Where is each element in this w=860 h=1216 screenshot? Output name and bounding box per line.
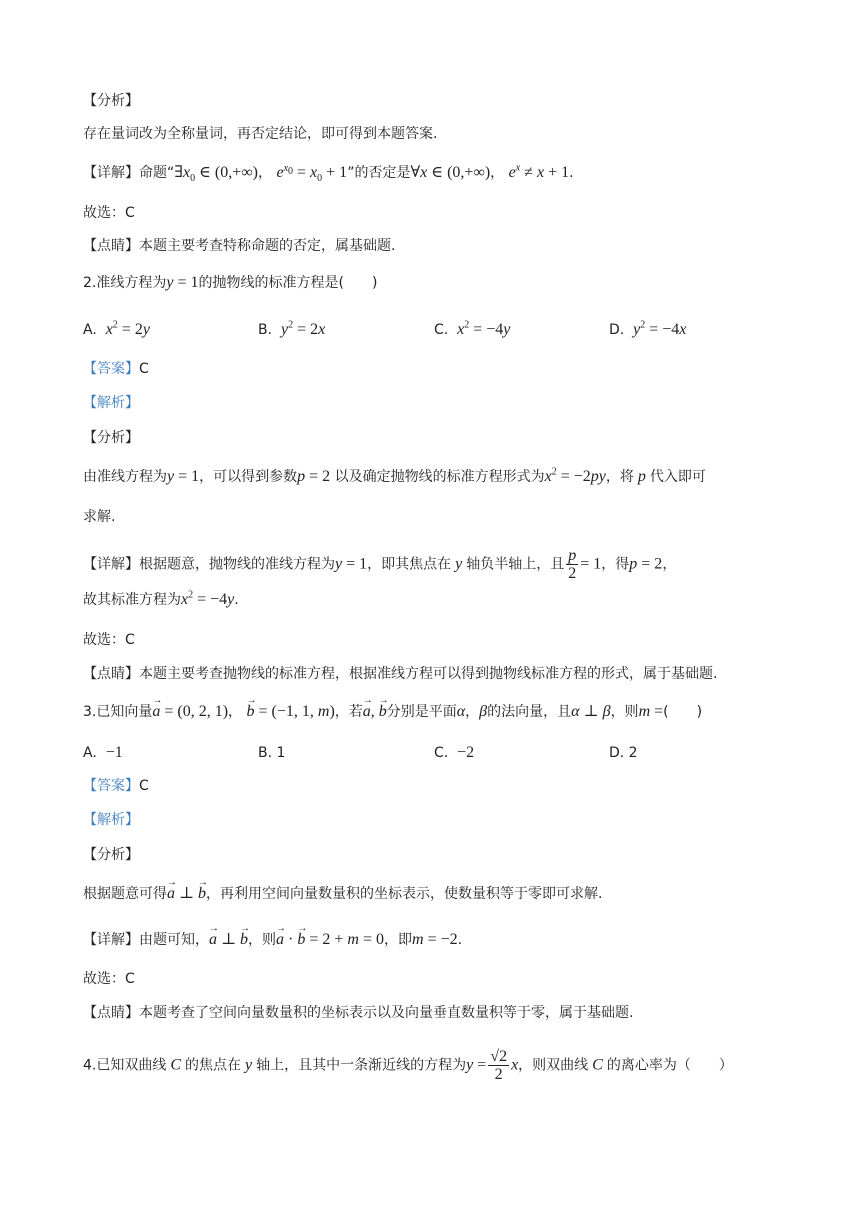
q4-stem-text: 4.已知双曲线 [83, 1057, 167, 1074]
q3-analysis-p1: 根据题意可得 [83, 886, 167, 902]
q1-detail: 【详解】命题“$\exists x_0$ ∈ (0,+∞)， $e^{x_0} = x_0 + 1$”的否定是∀x ∈ (0,+∞)， $e^x \ne x + 1$. [83, 162, 574, 185]
q3-detail-p1: 由题可知， [139, 932, 209, 948]
q2-solution-tag: 【解析】 [83, 395, 139, 411]
q2-stem-tail: 的抛物线的标准方程是( ) [198, 275, 378, 291]
q3-stem: 3.已知向量→ a = (0, 2, 1)， → b = (−1, 1, m)，若→ a, → b分别是平面α，β的法向量，且α ⊥ β，则m =( ) [83, 702, 702, 722]
q2-analysis-p4: ，将 [605, 469, 634, 485]
q3-choice: 故选：C [83, 971, 135, 987]
q2-detail-tag: 【详解】 [83, 556, 139, 573]
q3-detail-p3: ，即 [384, 932, 413, 948]
q3-comment-tag: 【点睛】 [83, 1005, 139, 1021]
q2-analysis-tag: 【分析】 [83, 430, 139, 446]
q3-option-a-label: A. [83, 745, 97, 761]
q2-analysis-p2: ，可以得到参数 [199, 469, 298, 485]
q3-detail: 【详解】由题可知，→ a ⊥ → b，则→ a · → b = 2 + m = 0，即m = −2. [83, 930, 462, 950]
q2-option-c-label: C. [434, 322, 449, 338]
q2-option-d-label: D. [609, 322, 625, 338]
q4-fraction: $\frac{√2}{2}$ [490, 1048, 508, 1083]
q3-analysis: 根据题意可得→ a ⊥ → b，再利用空间向量数量积的坐标表示，使数量积等于零即可求解. [83, 884, 603, 904]
q3-option-d: D. 2 [609, 745, 638, 761]
q3-stem-text: 3.已知向量 [83, 704, 153, 720]
q3-answer-tag: 【答案】 [83, 778, 139, 794]
q3-stem-p3: 分别是平面 [386, 704, 457, 720]
q3-stem-p5: ，则 [610, 704, 639, 720]
q2-choice: 故选：C [83, 632, 135, 648]
q2-detail-end: 故其标准方程为$x^2 = -4y$. [83, 589, 239, 608]
q3-detail-p2: ，则 [248, 932, 277, 948]
q2-option-b-label: B. [258, 322, 273, 338]
q1-comment-tag: 【点睛】 [83, 238, 139, 254]
q3-answer-value: C [139, 778, 149, 794]
q1-comment [83, 236, 395, 256]
q2-detail-p3: 轴负半轴上，且 [466, 556, 565, 573]
q2-analysis: 由准线方程为y = 1，可以得到参数p = 2 以及确定抛物线的标准方程形式为$x^2 = -2py$，将 p 代入即可 [83, 466, 706, 485]
q1-analysis-text: 存在量词改为全称量词，再否定结论，即可得到本题答案. [83, 126, 438, 142]
q2-stem: 2.准线方程为y = 1的抛物线的标准方程是( ) [83, 274, 378, 291]
q4-stem-p2: 的焦点在 [185, 1057, 242, 1074]
q2-option-c: C. $x^2 = -4y$ [434, 319, 511, 338]
q3-stem-p2: ，若 [334, 704, 363, 720]
q2-detail-p4: ，得 [601, 556, 630, 573]
q3-answer [83, 776, 149, 796]
q3-detail-tag: 【详解】 [83, 932, 139, 948]
q2-answer-tag: 【答案】 [83, 361, 139, 377]
q3-analysis-tag: 【分析】 [83, 847, 139, 863]
q2-detail-p5: ， [662, 556, 677, 573]
q2-stem-text: 2.准线方程为 [83, 275, 167, 291]
q1-formula-eq: $e^{x_0} = x_0 + 1$ [276, 162, 348, 185]
q2-comment [83, 664, 717, 684]
q3-stem-p6: ( ) [663, 704, 703, 720]
q1-choice: 故选：C [83, 205, 135, 221]
q1-detail-mid: ”的否定是 [347, 165, 411, 181]
q3-comment [83, 1003, 633, 1023]
q2-answer [83, 359, 149, 379]
q4-stem-p4: ，则双曲线 [518, 1057, 589, 1074]
q4-stem-p3: 轴上，且其中一条渐近线的方程为 [256, 1057, 467, 1074]
q2-option-d: D. $y^2 = -4x$ [609, 319, 687, 338]
q2-fraction: $\frac{p}{2}$ [568, 547, 577, 582]
q2-answer-value: C [139, 361, 149, 377]
q2-detail: 【详解】根据题意，抛物线的准线方程为y = 1，即其焦点在 y 轴负半轴上，且 $\frac{p}{2}$ = 1，得p = 2， [83, 547, 677, 582]
q3-option-a: A. −1 [83, 744, 123, 761]
q1-formula-exists: $\exists x_0$ ∈ (0,+∞) [174, 164, 258, 185]
q2-analysis-end: 求解. [83, 509, 116, 525]
q2-option-b: B. $y^2 = 2x$ [258, 319, 326, 338]
q2-analysis-p1: 由准线方程为 [83, 469, 167, 485]
q2-detail-p1: 根据题意，抛物线的准线方程为 [139, 556, 335, 573]
q3-option-c-label: C. [434, 745, 449, 761]
q2-option-a-label: A. [83, 322, 97, 338]
q2-comment-text: 本题主要考查抛物线的标准方程，根据准线方程可以得到抛物线标准方程的形式，属于基础题. [139, 666, 718, 682]
q1-detail-prefix: 命题“ [139, 165, 175, 181]
q3-analysis-p2: ，再利用空间向量数量积的坐标表示，使数量积等于零即可求解. [206, 886, 603, 902]
q1-comment-text: 本题主要考查特称命题的否定，属基础题. [139, 238, 396, 254]
q2-option-a: A. $x^2 = 2y$ [83, 319, 150, 338]
q1-analysis-tag: 【分析】 [83, 93, 139, 109]
q2-comment-tag: 【点睛】 [83, 666, 139, 682]
q2-stem-formula: y [166, 274, 174, 291]
q2-analysis-p5: 代入即可 [649, 469, 706, 485]
q3-solution-tag: 【解析】 [83, 812, 139, 828]
q4-stem-p5: 的离心率为（ ） [606, 1057, 733, 1074]
q4-stem: 4.已知双曲线 C 的焦点在 y 轴上，且其中一条渐近线的方程为y = $\frac{√2}{2}$ x，则双曲线 C 的离心率为（ ） [83, 1048, 733, 1083]
q1-detail-tag: 【详解】 [83, 165, 139, 181]
q2-detail-p2: ，即其焦点在 [367, 556, 452, 573]
q1-formula-neq: $e^x \ne x + 1$ [508, 162, 570, 181]
q3-comment-text: 本题考查了空间向量数量积的坐标表示以及向量垂直数量积等于零，属于基础题. [139, 1005, 634, 1021]
q1-formula-forall: ∀x ∈ (0,+∞) [410, 164, 491, 181]
q3-option-b: B. 1 [258, 745, 286, 761]
q3-stem-p4: 的法向量，且 [487, 704, 572, 720]
q3-option-c: C. −2 [434, 744, 475, 761]
q2-detail-p6: 故其标准方程为 [83, 592, 181, 608]
q2-analysis-p3: 以及确定抛物线的标准方程形式为 [334, 469, 545, 485]
